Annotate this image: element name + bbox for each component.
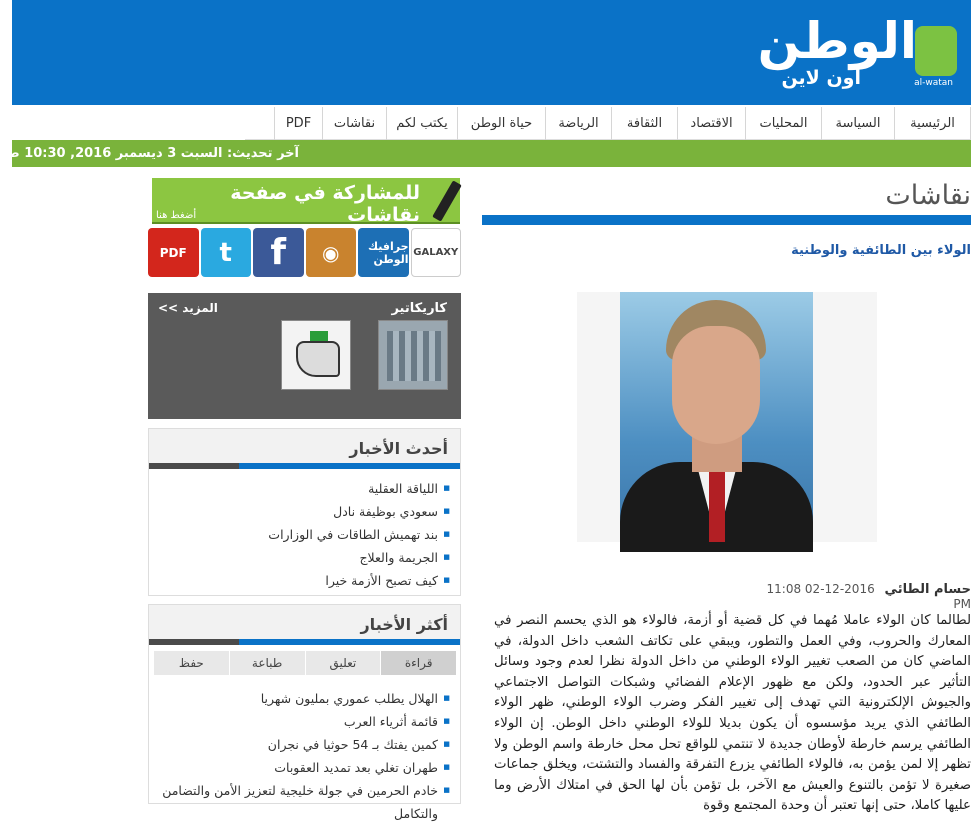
- logo-mark-icon: [915, 26, 957, 76]
- title-divider: [482, 215, 971, 225]
- cartoon-widget: [148, 293, 461, 419]
- author-name: حسام الطائي: [884, 582, 971, 597]
- galaxy-app-icon[interactable]: GALAXY: [411, 228, 462, 277]
- tab-save[interactable]: حفظ: [153, 651, 229, 675]
- nav-item-writes-for-you[interactable]: يكتب لكم: [386, 107, 457, 140]
- list-item[interactable]: ■ سعودي بوظيفة نادل: [149, 500, 450, 523]
- tab-print[interactable]: طباعة: [229, 651, 305, 675]
- join-banner-click-here: أضغط هنا: [156, 210, 197, 221]
- list-item[interactable]: ■ اللياقة العقلية: [149, 477, 450, 500]
- nav-item-sports[interactable]: الرياضة: [545, 107, 611, 140]
- nav-item-pdf[interactable]: PDF: [274, 107, 322, 140]
- logo-main-text: الوطن: [757, 12, 917, 70]
- latest-news-title: أحدث الأخبار: [149, 429, 460, 469]
- most-news-panel: [148, 604, 461, 821]
- most-news-title: أكثر الأخبار: [149, 605, 460, 645]
- tab-comment[interactable]: تعليق: [305, 651, 381, 675]
- article-body: لطالما كان الولاء عاملا مُهما في كل قضية أو أزمة، فالولاء هو الذي يحسم النصر في المعارك والحروب، وفي العمل والتطور، ويبقي على تكاتف الشعب داخل الدولة، في الماضي كان من الصعب تغيير الولاء الوطني من داخل الدولة نظرا لعدم وجود وسائل التأثير عبر الحدود، ولكن مع ظهور الإعلام الفضائي وشبكات التواصل الاجتماعي والجيوش الإلكترونية التي تهدف إلى تغيير الفكر وضرب الولاء الوطني، ظهر الولاء الطائفي الذي يريد مؤسسوه أن يكون بديلا للولاء الوطني داخل الوطن. إن الولاء الطائفي يرسم خارطة لأوطان جديدة لا تنتمي للواقع تحل محل خارطة واسم الوطن ولا تظهر إلا لمن يؤمن به، فالولاء الطائفي يزرع التفرقة والفساد والتشتت، ويخلق جماعات صغيرة لا تؤمن بالتنوع والعيش مع الآخر، بل تؤمن بأن لها الحق في امتلاك الأرض وما عليها كاملا، حتى إنها تعتبر أن وحدة المجتمع وقوة: [494, 613, 971, 814]
- list-item[interactable]: ■ طهران تغلي بعد تمديد العقوبات: [149, 756, 450, 779]
- nav-item-watan-life[interactable]: حياة الوطن: [457, 107, 545, 140]
- join-banner-text: للمشاركة في صفحة نقاشات: [230, 182, 420, 226]
- logo-sub-text: أون لاين: [781, 67, 861, 89]
- latest-news-list: [149, 469, 460, 592]
- list-item[interactable]: ■ الهلال يطلب عموري بمليون شهريا: [149, 687, 450, 710]
- tab-read[interactable]: قراءة: [380, 651, 456, 675]
- twitter-icon[interactable]: t: [201, 228, 252, 277]
- list-item[interactable]: ■ قائمة أثرياء العرب: [149, 710, 450, 733]
- most-news-tabs: [153, 651, 456, 675]
- nav-item-discussions[interactable]: نقاشات: [322, 107, 386, 140]
- list-item[interactable]: ■ خادم الحرمين في جولة خليجية لتعزيز الأمن والتضامن والتكامل: [149, 779, 450, 825]
- article-byline: [760, 582, 971, 611]
- pen-icon: [432, 180, 462, 221]
- list-item[interactable]: ■ كيف تصبح الأزمة خيرا: [149, 569, 450, 592]
- last-update-bar: آخر تحديث: السبت 3 ديسمبر 2016, 10:30 ص: [12, 140, 971, 167]
- cartoon-title: كاريكاتير: [391, 301, 447, 316]
- logo-latin-text: al-watan: [914, 78, 953, 88]
- site-logo[interactable]: [757, 12, 957, 92]
- social-links: [148, 228, 461, 277]
- nav-item-economy[interactable]: الاقتصاد: [677, 107, 745, 140]
- list-item[interactable]: ■ الجريمة والعلاج: [149, 546, 450, 569]
- watan-graphic-icon[interactable]: جرافيك الوطن: [358, 228, 409, 277]
- join-discussion-banner[interactable]: [152, 178, 460, 224]
- nav-item-home[interactable]: الرئيسية: [894, 107, 971, 140]
- cartoon-thumbnail[interactable]: [378, 320, 448, 390]
- pdf-icon[interactable]: PDF: [148, 228, 199, 277]
- instagram-icon[interactable]: ◉: [306, 228, 357, 277]
- author-photo: [620, 292, 813, 542]
- article-title[interactable]: الولاء بين الطائفية والوطنية: [791, 243, 971, 258]
- page-title: نقاشات: [885, 180, 971, 211]
- cartoon-more-link[interactable]: المزيد >>: [158, 301, 218, 315]
- site-header: [12, 0, 971, 105]
- facebook-icon[interactable]: f: [253, 228, 304, 277]
- nav-item-local[interactable]: المحليات: [745, 107, 821, 140]
- latest-news-panel: [148, 428, 461, 596]
- nav-item-culture[interactable]: الثقافة: [611, 107, 677, 140]
- main-nav: [245, 107, 971, 140]
- list-item[interactable]: ■ بند تهميش الطاقات في الوزارات: [149, 523, 450, 546]
- cartoon-thumbnail[interactable]: [281, 320, 351, 390]
- nav-item-politics[interactable]: السياسة: [821, 107, 894, 140]
- list-item[interactable]: ■ كمين يفتك بـ 54 حوثيا في نجران: [149, 733, 450, 756]
- article-date: 2016-12-02 11:08 PM: [766, 582, 971, 611]
- most-news-list: [149, 679, 460, 825]
